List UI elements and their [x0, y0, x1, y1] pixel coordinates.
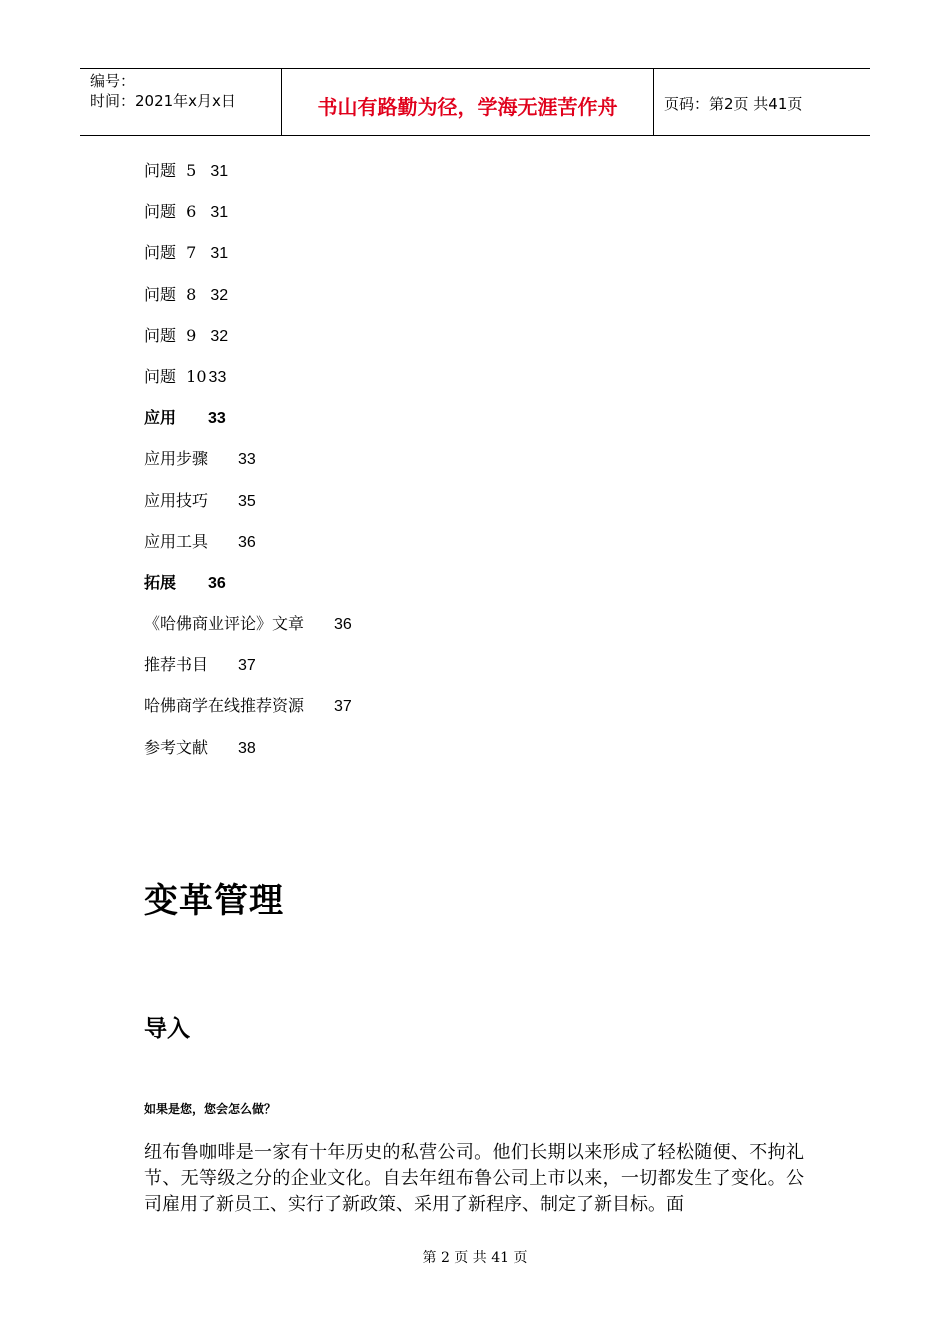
toc-item-page: 32 [210, 286, 229, 304]
toc-item[interactable] [144, 199, 352, 240]
toc-item-page: 35 [238, 492, 256, 510]
toc-item-page: 31 [210, 163, 229, 180]
toc-item[interactable] [144, 405, 352, 446]
header-motto-cell [281, 69, 654, 135]
header-meta-cell [80, 69, 281, 135]
toc-item-label: 问题 5 [144, 161, 197, 180]
toc-item[interactable] [144, 488, 352, 529]
page-footer: 第 2 页 共 41 页 [422, 1250, 528, 1266]
toc-item-label: 《哈佛商业评论》文章 [144, 614, 305, 634]
toc-item[interactable] [144, 529, 352, 570]
toc-item[interactable] [144, 446, 352, 487]
toc-item[interactable] [144, 240, 352, 281]
toc-item[interactable] [144, 611, 352, 652]
toc-item[interactable] [144, 652, 352, 693]
toc-item-label: 应用技巧 [144, 490, 209, 510]
toc-item-label: 问题 6 [144, 202, 197, 222]
toc-item-label: 哈佛商学在线推荐资源 [144, 696, 305, 716]
toc-item-page: 33 [208, 410, 226, 428]
toc-item-page: 38 [238, 739, 256, 757]
toc-item-label: 拓展 [144, 572, 177, 592]
page-header [80, 68, 870, 136]
toc-item-label: 问题 8 [144, 284, 197, 304]
toc-item-label: 参考文献 [144, 737, 209, 757]
toc-item-page: 37 [238, 657, 256, 675]
toc-item[interactable] [144, 364, 352, 405]
toc-item-page: 33 [208, 368, 227, 386]
chapter-title: 变革管理 [144, 881, 284, 921]
toc-item[interactable] [144, 158, 352, 199]
toc-item-page: 37 [334, 698, 352, 716]
toc-item[interactable] [144, 693, 352, 734]
subsection-heading: 如果是您，您会怎么做？ [144, 1102, 277, 1116]
toc-item-page: 36 [238, 533, 256, 551]
toc-item-page: 36 [208, 574, 226, 592]
toc-item-label: 问题 7 [144, 243, 197, 263]
toc-item-page: 32 [210, 327, 229, 345]
toc-item-label: 推荐书目 [144, 655, 209, 675]
section-heading: 导入 [144, 1016, 190, 1042]
toc-item-label: 应用步骤 [144, 449, 209, 469]
toc-item-page: 36 [334, 616, 352, 634]
toc-item[interactable] [144, 570, 352, 611]
toc-item[interactable] [144, 323, 352, 364]
header-page-info: 页码：第2页 共41页 [664, 95, 803, 113]
table-of-contents [144, 158, 352, 776]
time-label: 时间：2021年x月x日 [90, 92, 236, 110]
toc-item-label: 应用 [144, 408, 177, 428]
header-motto: 书山有路勤为径，学海无涯苦作舟 [317, 95, 618, 119]
toc-item-page: 31 [210, 245, 229, 263]
toc-item[interactable] [144, 735, 352, 776]
toc-item[interactable] [144, 282, 352, 323]
body-paragraph: 纽布鲁咖啡是一家有十年历史的私营公司。他们长期以来形成了轻松随便、不拘礼节、无等级之分的企业文化。自去年纽布鲁公司上市以来，一切都发生了变化。公司雇用了新员工、实行了新政策、采用了新程序、制定了新目标。面 [144, 1142, 804, 1215]
header-page-cell [654, 69, 870, 135]
toc-item-page: 33 [238, 451, 256, 469]
toc-item-page: 31 [210, 204, 229, 222]
toc-item-label: 应用工具 [144, 531, 209, 551]
toc-item-label: 问题 10 [144, 366, 207, 386]
toc-item-label: 问题 9 [144, 325, 197, 345]
serial-label: 编号： [90, 72, 136, 90]
